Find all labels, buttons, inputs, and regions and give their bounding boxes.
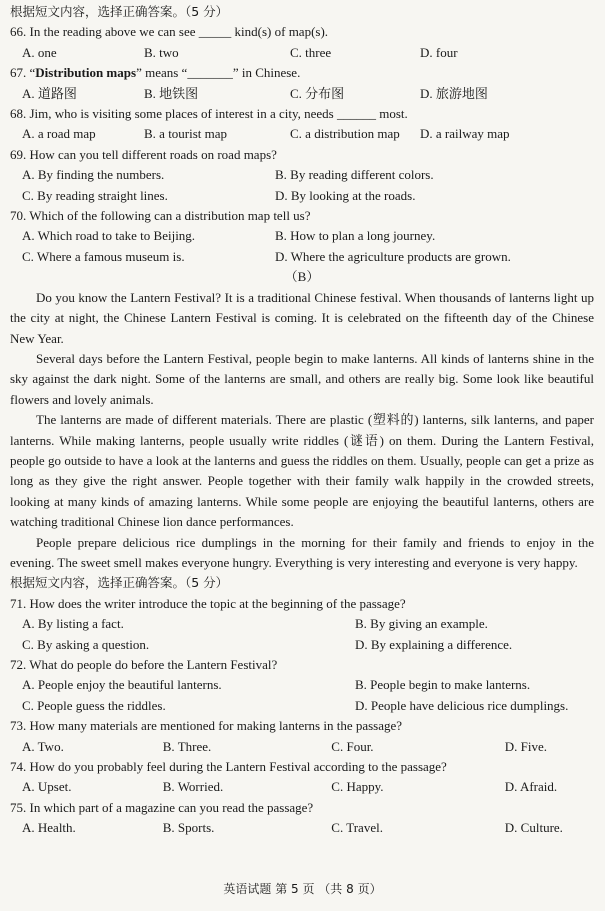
- option-a: A. one: [22, 44, 57, 60]
- option-b: B. Sports.: [162, 820, 215, 836]
- option-c: C. Travel.: [331, 820, 383, 836]
- option-b: B. 地铁图: [144, 85, 199, 101]
- question-68-options: [10, 124, 594, 144]
- question-66-options: [10, 43, 594, 63]
- question-73: 73. How many materials are mentioned for making lanterns in the passage?: [10, 718, 403, 734]
- question-69-options-row1: [10, 165, 594, 185]
- option-b: B. a tourist map: [144, 126, 228, 142]
- option-b: B. Three.: [162, 738, 212, 754]
- option-a: A. Which road to take to Beijing.: [22, 228, 196, 244]
- question-67-post: ” means “_______” in Chinese.: [136, 65, 301, 81]
- option-d: D. four: [420, 44, 458, 60]
- option-b: B. People begin to make lanterns.: [355, 677, 531, 693]
- option-a: A. By listing a fact.: [22, 616, 124, 632]
- option-d: D. By explaining a difference.: [355, 636, 513, 652]
- section-instruction: 根据短文内容，选择正确答案。（5 分）: [10, 4, 229, 19]
- option-c: C. three: [290, 44, 332, 60]
- question-69: 69. How can you tell different roads on road maps?: [10, 146, 277, 162]
- option-c: C. People guess the riddles.: [22, 697, 166, 713]
- exam-page: [10, 2, 594, 839]
- option-d: D. Where the agriculture products are grown.: [275, 248, 511, 264]
- option-c: C. By reading straight lines.: [22, 187, 168, 203]
- section-instruction-2: 根据短文内容，选择正确答案。（5 分）: [10, 575, 229, 591]
- option-c: C. a distribution map: [290, 126, 400, 142]
- question-66: 66. In the reading above we can see _____ kind(s) of map(s).: [10, 24, 329, 40]
- question-74: 74. How do you probably feel during the Lantern Festival according to the passage?: [10, 759, 447, 775]
- option-b: B. By reading different colors.: [275, 167, 434, 183]
- passage-paragraph-2: Several days before the Lantern Festival, people begin to make lanterns. All kinds of lanterns shine in the sky against the dark night. Some of the lanterns are small, and others are really big. Some look like beautiful flowers and lovely animals.: [10, 350, 594, 407]
- option-a: A. People enjoy the beautiful lanterns.: [22, 677, 222, 693]
- passage-paragraph-1: Do you know the Lantern Festival? It is a traditional Chinese festival. When thousands of lanterns light up the city at night, the Chinese Lantern Festival is coming. It is celebrated on the fifteenth day of the Chinese New Year.: [10, 289, 594, 346]
- option-a: A. Health.: [22, 820, 76, 836]
- question-67: [10, 63, 594, 83]
- question-75-options: [10, 818, 594, 838]
- option-c: C. Four.: [331, 738, 374, 754]
- question-68: 68. Jim, who is visiting some places of interest in a city, needs ______ most.: [10, 106, 408, 122]
- question-72-options-row2: [10, 696, 594, 716]
- question-71-options-row2: [10, 635, 594, 655]
- question-75: 75. In which part of a magazine can you read the passage?: [10, 799, 314, 815]
- option-d: D. 旅游地图: [420, 85, 488, 101]
- question-67-pre: 67. “: [10, 65, 36, 81]
- passage-paragraph-4: People prepare delicious rice dumplings in the morning for their family and friends to enjoy in the evening. The sweet smell makes everyone hungry. Everything is very interesting and everyone is very happy.: [10, 534, 594, 570]
- option-c: C. Where a famous museum is.: [22, 248, 185, 264]
- option-b: B. By giving an example.: [355, 616, 488, 632]
- question-74-options: [10, 777, 594, 797]
- option-c: C. By asking a question.: [22, 636, 150, 652]
- option-d: D. Culture.: [504, 820, 563, 836]
- question-72-options-row1: [10, 675, 594, 695]
- option-b: B. two: [144, 44, 179, 60]
- section-b-title: （B）: [284, 269, 320, 285]
- option-c: C. Happy.: [331, 779, 384, 795]
- question-67-options: [10, 84, 594, 104]
- option-a: A. 道路图: [22, 85, 77, 101]
- question-70-options-row2: [10, 247, 594, 267]
- option-b: B. Worried.: [162, 779, 224, 795]
- option-d: D. By looking at the roads.: [275, 187, 416, 203]
- option-b: B. How to plan a long journey.: [275, 228, 436, 244]
- option-a: A. By finding the numbers.: [22, 167, 165, 183]
- question-71-options-row1: [10, 614, 594, 634]
- option-d: D. a railway map: [420, 126, 510, 142]
- question-69-options-row2: [10, 186, 594, 206]
- question-71: 71. How does the writer introduce the topic at the beginning of the passage?: [10, 595, 406, 611]
- question-72: 72. What do people do before the Lantern Festival?: [10, 657, 278, 672]
- question-73-options: [10, 737, 594, 757]
- question-70: 70. Which of the following can a distribution map tell us?: [10, 208, 311, 224]
- question-67-term: Distribution maps: [35, 65, 137, 81]
- option-d: D. Afraid.: [504, 779, 558, 795]
- option-d: D. People have delicious rice dumplings.: [355, 697, 569, 713]
- passage-paragraph-3: The lanterns are made of different materials. There are plastic (塑料的) lanterns, silk lanterns, and paper lanterns. While making lanterns, people usually write riddles (谜语) on them. During the Lantern Festival, people go outside to have a look at the lanterns and guess the riddles on them. Usually, people can get a prize as long as they give the right answer. People together with their family walk happily in the crowded streets, looking at many kinds of amazing lanterns. While some people are enjoying the beautiful lanterns, others are watching traditional Chinese lion dance performances.: [10, 412, 594, 530]
- option-a: A. Upset.: [22, 779, 72, 795]
- option-d: D. Five.: [504, 738, 548, 754]
- option-a: A. a road map: [22, 126, 96, 142]
- option-a: A. Two.: [22, 738, 64, 754]
- question-70-options-row1: [10, 226, 594, 246]
- page-footer: 英语试题 第 5 页 （共 8 页）: [223, 882, 382, 896]
- option-c: C. 分布图: [290, 85, 345, 101]
